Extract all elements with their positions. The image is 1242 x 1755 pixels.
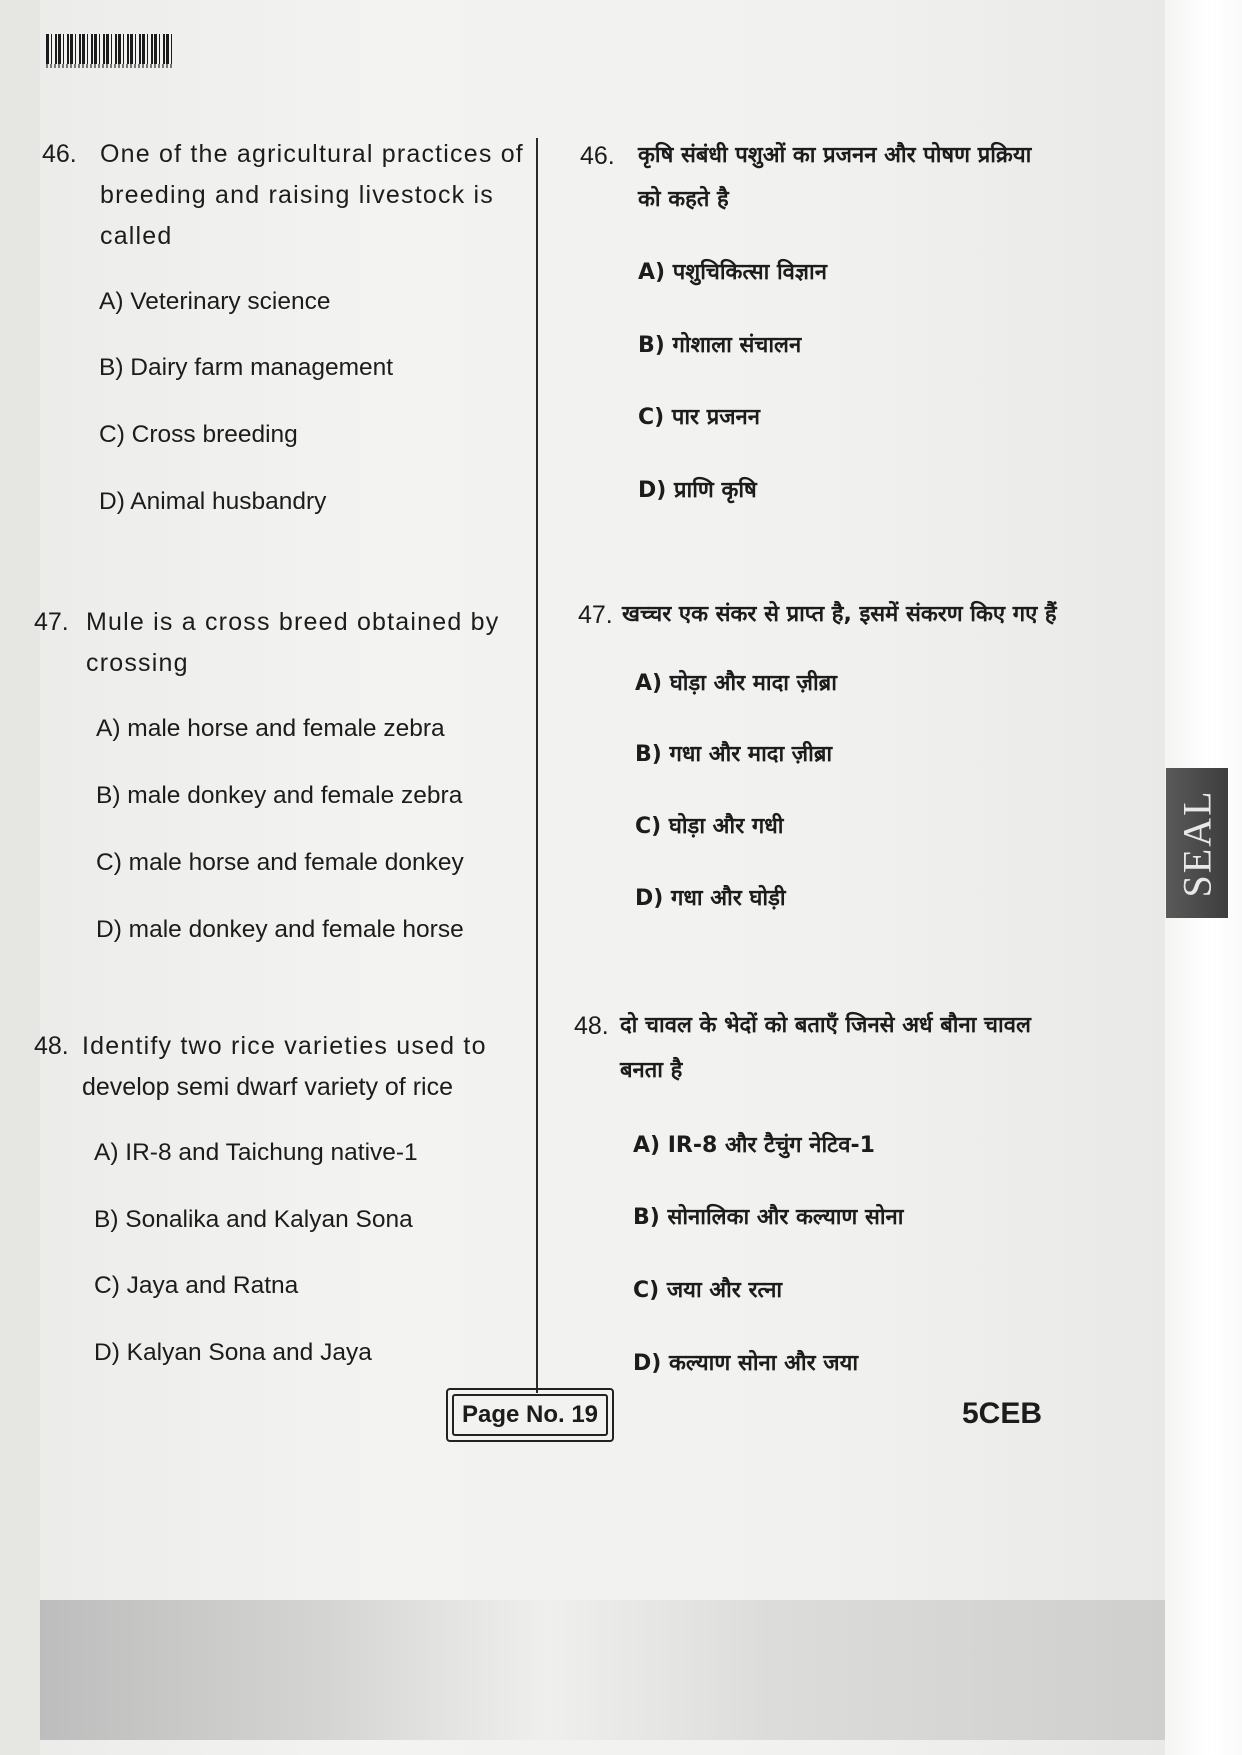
column-divider: [536, 138, 538, 1393]
option-b[interactable]: B) गधा और मादा ज़ीब्रा: [635, 742, 833, 767]
question-number: 47.: [34, 608, 69, 636]
option-d[interactable]: D) male donkey and female horse: [96, 916, 464, 943]
booklet-code: 5CEB: [962, 1397, 1043, 1430]
option-a[interactable]: A) Veterinary science: [99, 288, 331, 315]
barcode-caption: [46, 64, 172, 68]
option-c[interactable]: C) घोड़ा और गधी: [635, 814, 784, 839]
option-a[interactable]: A) IR-8 and Taichung native-1: [94, 1139, 418, 1166]
question-line: को कहते है: [638, 187, 729, 212]
option-d[interactable]: D) Kalyan Sona and Jaya: [94, 1339, 372, 1366]
page-number: Page No. 19: [461, 1401, 599, 1428]
seal-tab: [1166, 768, 1228, 918]
seal-label: SEAL: [1174, 789, 1220, 897]
option-b[interactable]: B) गोशाला संचालन: [638, 333, 802, 358]
question-line: दो चावल के भेदों को बताएँ जिनसे अर्ध बौना चावल: [620, 1013, 1031, 1038]
option-d[interactable]: D) प्राणि कृषि: [638, 478, 757, 503]
question-line: develop semi dwarf variety of rice: [82, 1073, 453, 1101]
option-c[interactable]: C) पार प्रजनन: [638, 405, 760, 430]
option-d[interactable]: D) कल्याण सोना और जया: [633, 1351, 859, 1376]
option-a[interactable]: A) IR-8 और टैचुंग नेटिव-1: [633, 1133, 875, 1158]
page-number-box: [446, 1388, 614, 1442]
question-number: 48.: [34, 1032, 69, 1060]
question-line: called: [100, 222, 173, 250]
question-line: खच्चर एक संकर से प्राप्त है, इसमें संकरण किए गए हैं: [622, 602, 1057, 627]
option-a[interactable]: A) घोड़ा और मादा ज़ीब्रा: [635, 671, 837, 696]
question-line: breeding and raising livestock is: [100, 181, 494, 209]
question-line: कृषि संबंधी पशुओं का प्रजनन और पोषण प्रक्रिया: [638, 143, 1032, 168]
scan-shadow: [40, 1600, 1165, 1740]
option-d[interactable]: D) Animal husbandry: [99, 488, 327, 515]
option-b[interactable]: B) Dairy farm management: [99, 354, 394, 381]
barcode: [46, 34, 172, 64]
option-c[interactable]: C) male horse and female donkey: [96, 849, 464, 876]
question-number: 47.: [578, 601, 613, 629]
option-b[interactable]: B) सोनालिका और कल्याण सोना: [633, 1205, 904, 1230]
question-number: 46.: [580, 142, 615, 170]
option-b[interactable]: B) male donkey and female zebra: [96, 782, 463, 809]
option-a[interactable]: A) पशुचिकित्सा विज्ञान: [638, 260, 827, 285]
question-line: One of the agricultural practices of: [100, 140, 524, 168]
question-line: बनता है: [620, 1058, 683, 1083]
option-d[interactable]: D) गधा और घोड़ी: [635, 886, 786, 911]
question-number: 48.: [574, 1012, 609, 1040]
option-c[interactable]: C) Cross breeding: [99, 421, 298, 448]
option-c[interactable]: C) Jaya and Ratna: [94, 1272, 299, 1299]
question-line: Mule is a cross breed obtained by: [86, 608, 500, 636]
option-b[interactable]: B) Sonalika and Kalyan Sona: [94, 1206, 413, 1233]
question-line: Identify two rice varieties used to: [82, 1032, 487, 1060]
question-number: 46.: [42, 140, 77, 168]
option-c[interactable]: C) जया और रत्ना: [633, 1278, 783, 1303]
option-a[interactable]: A) male horse and female zebra: [96, 715, 445, 742]
question-line: crossing: [86, 649, 189, 677]
